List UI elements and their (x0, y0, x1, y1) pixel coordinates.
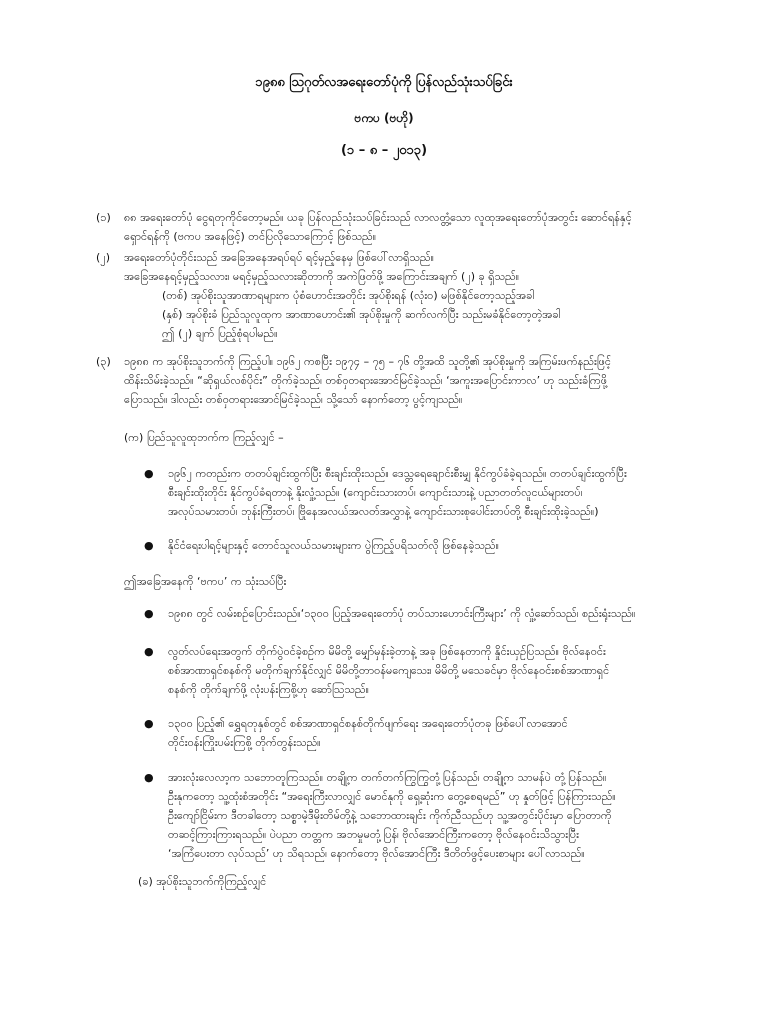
section-2-number: (၂) (96, 251, 110, 264)
section-1-number: (၁) (96, 211, 111, 224)
section-2-line: အရေးတော်ပုံတိုင်းသည် အခြေအနေအရပ်ရပ် ရင့်မှည့်နေမှ ဖြစ်ပေါ်လာရှိသည်။ (124, 251, 434, 264)
section-2-conclusion: ဤ (၂) ချက် ပြည့်စုံရပါမည်။ (162, 327, 278, 340)
section-2-subitem: (တစ်) အုပ်စိုးသူအာဏာရများက ပုံစံဟောင်းအတိုင်း အုပ်စိုးရန် (လုံး၀) မဖြစ်နိုင်တော့သည့်အခါ (162, 289, 535, 302)
section-3-line: ပြောသည်။ ဒါလည်း တစ်ဝှတရားအောင်မြင်ခဲ့သည်၊ သို့သော် နောက်တော့ ပွင့်ကျသည်။ (124, 393, 463, 406)
section-3-line: ထိန်းသိမ်းခဲ့သည်။ “ဆိုရှယ်လစ်ပိုင်း” တိုက်ခဲ့သည်၊ တစ်ဝှတရားအောင်မြင်ခဲ့သည်၊ ‘အကူးအပြောင်းကာလ’ ဟု သည်းခံကြဖို့ (124, 374, 608, 387)
bullet-paragraph: ၁၃၀၀ ပြည့်၏ ရွှေရတုနှစ်တွင် စစ်အာဏာရှင်စနစ်တိုက်ဖျက်ရေး အရေးတော်ပုံတခု ဖြစ်ပေါ်လာအောင် တိုင်းဝန်းကြိုးပမ်းကြစို့ တိုက်တွန်းသည်။ (168, 717, 568, 749)
bullet-paragraph: နိုင်ငံရေးပါရင့်များနှင့် တောင်သူလယ်သမားများက ပွဲကြည့်ပရိသတ်လို ဖြစ်နေခဲ့သည်။ (168, 539, 499, 552)
document-subtitle: ဗကပ (ဗဟို) (354, 111, 414, 125)
section-3-number: (၃) (96, 355, 111, 368)
subsection-kha-heading: (ခ) အုပ်စိုးသူဘက်ကိုကြည့်လျှင် (138, 875, 267, 888)
section-1-line: ၈၈ အရေးတော်ပုံ ငွေရတုကိုင်တော့မည်။ ယခု ပြန်လည်သုံးသပ်ခြင်းသည် လာလတ္တံ့သော လူထုအရေးတော်ပုံအတွင်း ဆောင်ရန်နှင့် (124, 211, 632, 224)
bullet-paragraph: လွတ်လပ်ရေးအတွက် တိုက်ပွဲဝင်ခဲ့စဉ်က မိမိတို့ မျှော်မှန်းခဲ့တာနဲ့ အခု ဖြစ်နေတာကို နှိုင်းယှဉ်ပြသည်။ ဗိုလ်နေဝင်း စစ်အာဏာရှင်စနစ်ကို မတိုက်ချက်နိုင်လျှင် မိမိတို့တာဝန်မကျေသေး၊ မိမိတို့ မသေခင်မှာ ဗိုလ်နေဝင်းစစ်အာဏာရှင် စနစ်ကို တိုက်ချက်ဖို့ လုံးပန်းကြစို့ဟု ဆော်ဩသည်။ (168, 645, 610, 696)
bullet-paragraph: ၁၉၈၈ တွင် လမ်းစဉ်ပြောင်းသည်။‘၁၃၀၀ ပြည့်အရေးတော်ပုံ တပ်သားဟောင်းကြီးများ’ ကို လှုံ့ဆော်သည်၊ စည်းရုံးသည်။ (168, 607, 636, 620)
bullet-dot: ● (144, 645, 154, 658)
bullet-paragraph: အားလုံးလေလာ့က သဘောတူကြသည်။ တချို့က တက်တက်ကြွကြွတုံ့ပြန်သည်၊ တချို့က သာမန်ပဲ တုံ့ပြန်သည်။ ဦးနုကတော့ သူ့ထုံးစံအတိုင်း “အရေးကြီးလာလျှင် မောင်နုကို ရှေ့ဆုံးက တွေ့စေရမည်” ဟု နှုတ်ဖြင့် ပြန်ကြားသည်။ ဦးကျော်ငြိမ်းက ဒီတခါတော့ သစ္စာမဲ့ဒီမိုးတိမ်တို့နဲ့ သဘောထားချင်း ကိုက်ညီသည်ဟု သူ့အတွင်းပိုင်းမှာ ပြောတာကို တဆင့်ကြားကြားရသည်။ ပဲပညာ တတ္တက အဘမှုမတုံ့ပြန်၊ ဗိုလ်အောင်ကြီးကတော့ ဗိုလ်နေဝင်းသိသွားပြီး ‘အကြံပေးတာ လုပ်သည်’ ဟု သိရသည်၊ နောက်တော့ ဗိုလ်အောင်ကြီး ဒီတိတ်ဖွင့်ပေးစာများ ပေါ်လာသည်။ (168, 771, 616, 860)
document-date: (၁ – ၈ – ၂၀၁၃) (340, 143, 428, 158)
section-1-line: ရှောင်ရန်ကို (ဗကပ အနေဖြင့်) တင်ပြလိုသောကြောင့် ဖြစ်သည်။ (124, 230, 377, 243)
bullet-dot: ● (144, 717, 154, 730)
bullet-dot: ● (144, 771, 154, 784)
section-2-line: အခြေအနေရင့်မှည့်သလား၊ မရင့်မှည့်သလားဆိုတာကို အကဲဖြတ်ဖို့ အကြောင်းအချက် (၂) ခု ရှိသည်။ (124, 270, 520, 283)
context-line: ဤအခြေအနေကို ‘ဗကပ’ က သုံးသပ်ပြီး (124, 575, 287, 588)
bullet-paragraph: ၁၉၆၂ ကတည်းက တတပ်ချင်းထွက်ပြီး စီးချင်းထိုးသည်။ ဒေသ္တရေချောင်းစီးမျှ နိုင်ကွပ်ခံခဲ့ရသည်။ တတပ်ချင်းထွက်ပြီး စီးချင်းထိုးတိုင်း နိုင်ကွပ်ခံရတာနဲ့ နိုးလှုံ့သည်။ (ကျောင်းသားတပ်၊ ကျောင်းသားနဲ့ ပညာတတ်လူငယ်များတပ်၊ အလုပ်သမားတပ်၊ ဘုန်းကြီးတပ်၊ ဗြိုနေအလယ်အလတ်အလွှာနဲ့ ကျောင်းသားစုပေါင်းတပ်တို့ စီးချင်းထိုးခဲ့သည်။) (168, 467, 627, 518)
bullet-dot: ● (144, 607, 154, 620)
section-2-subitem: (နှစ်) အုပ်စိုးခံ ပြည်သူလူထုက အာဏာဟောင်း၏ အုပ်စိုးမှုကို ဆက်လက်ပြီး သည်းမခံနိုင်တော့တဲ့အခါ (162, 308, 561, 321)
bullet-dot: ● (144, 467, 154, 480)
subsection-ka-heading: (က) ပြည်သူလူထုဘက်က ကြည့်လျှင် – (124, 431, 284, 444)
section-3-line: ၁၉၈၈ က အုပ်စိုးသူဘက်ကို ကြည့်ပါ။ ၁၉၆၂ ကစပြီး ၁၉၇၄ – ၇၅ – ၇၆ တို့အထိ သူတို့၏ အုပ်စိုးမှုကို အကြမ်းဖက်နည်းဖြင့် (124, 355, 612, 368)
document-title: ၁၉၈၈ ဩဂုတ်လအရေးတော်ပုံကို ပြန်လည်သုံးသပ်ခြင်း (255, 75, 513, 90)
bullet-dot: ● (144, 539, 154, 552)
